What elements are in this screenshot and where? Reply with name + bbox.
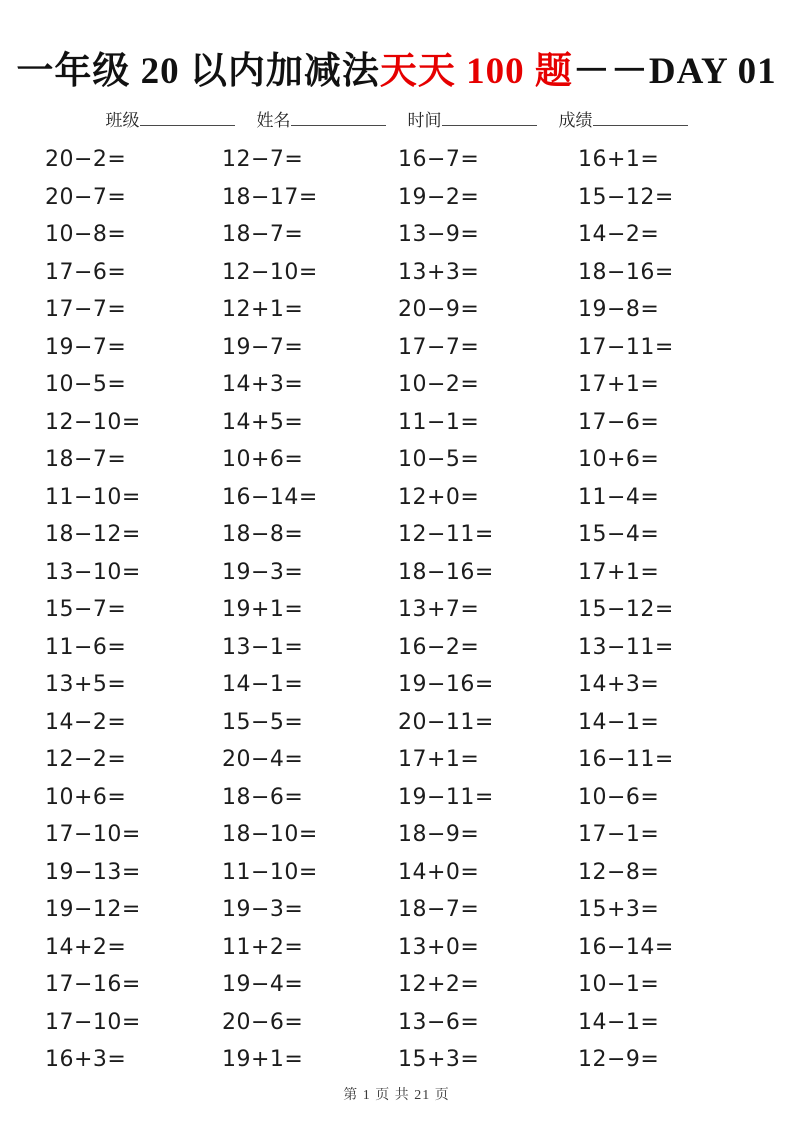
problem: 13−9= [398, 222, 480, 248]
field-class-label: 班级 [105, 111, 140, 131]
problem: 12−11= [398, 522, 494, 548]
problem: 18−17= [222, 184, 318, 210]
problem: 14+2= [45, 934, 127, 960]
problem: 12+0= [398, 484, 480, 510]
problem: 20−9= [398, 297, 480, 323]
problem: 13−11= [578, 634, 674, 660]
field-name-blank [291, 110, 386, 126]
problem: 10−5= [45, 372, 127, 398]
problem: 18−9= [398, 822, 480, 848]
problem: 18−16= [578, 259, 674, 285]
problem: 13+3= [398, 259, 480, 285]
problem: 14−1= [578, 1009, 660, 1035]
page-footer: 第 1 页 共 21 页 [343, 1088, 450, 1103]
problem: 19−7= [45, 334, 127, 360]
problem: 19−12= [45, 897, 141, 923]
problem: 12−10= [45, 409, 141, 435]
problem: 14+0= [398, 859, 480, 885]
problem: 20−7= [45, 184, 127, 210]
problem: 18−16= [398, 559, 494, 585]
problem: 12−8= [578, 859, 660, 885]
problem: 10−1= [578, 972, 660, 998]
problem: 19+1= [222, 1047, 304, 1073]
header-fields [0, 106, 793, 131]
problem: 15−12= [578, 597, 674, 623]
problem: 19−16= [398, 672, 494, 698]
problem: 13−1= [222, 634, 304, 660]
field-time-blank [442, 110, 537, 126]
problem: 19+1= [222, 597, 304, 623]
problem: 20−6= [222, 1009, 304, 1035]
problem: 15−5= [222, 709, 304, 735]
problem: 10−8= [45, 222, 127, 248]
problem: 11−10= [45, 484, 141, 510]
problem: 19−7= [222, 334, 304, 360]
problem: 12−2= [45, 747, 127, 773]
problem: 11−1= [398, 409, 480, 435]
problem: 17−1= [578, 822, 660, 848]
problem: 14+5= [222, 409, 304, 435]
problem: 11−4= [578, 484, 660, 510]
title-grade-part: 一年级 20 以内加减法 [16, 51, 380, 92]
problem: 13−6= [398, 1009, 480, 1035]
problem: 17−6= [45, 259, 127, 285]
problem: 16−14= [578, 934, 674, 960]
problem: 15−12= [578, 184, 674, 210]
problem: 10−5= [398, 447, 480, 473]
problem: 18−7= [45, 447, 127, 473]
problem: 18−10= [222, 822, 318, 848]
problem: 16−14= [222, 484, 318, 510]
field-time [408, 106, 537, 131]
problem: 12+2= [398, 972, 480, 998]
field-class-blank [140, 110, 235, 126]
problem: 13−10= [45, 559, 141, 585]
problem: 17+1= [398, 747, 480, 773]
problem: 10+6= [578, 447, 660, 473]
problem: 10+6= [45, 784, 127, 810]
field-score-label: 成绩 [558, 111, 593, 131]
problem: 11−10= [222, 859, 318, 885]
problem: 10+6= [222, 447, 304, 473]
problem: 14−1= [222, 672, 304, 698]
problem: 17+1= [578, 559, 660, 585]
field-time-label: 时间 [407, 111, 442, 131]
problem: 16−7= [398, 147, 480, 173]
problem: 20−2= [45, 147, 127, 173]
problem: 17−6= [578, 409, 660, 435]
problem: 18−6= [222, 784, 304, 810]
problem: 17+1= [578, 372, 660, 398]
field-score-blank [593, 110, 688, 126]
problem: 10−2= [398, 372, 480, 398]
problem: 14−2= [45, 709, 127, 735]
problems-grid [0, 141, 793, 1079]
problem: 16−2= [398, 634, 480, 660]
field-name-label: 姓名 [256, 111, 291, 131]
problem: 13+7= [398, 597, 480, 623]
title-highlight: 天天 100 题 [379, 51, 573, 92]
problem: 10−6= [578, 784, 660, 810]
problem: 17−7= [398, 334, 480, 360]
field-class [106, 106, 235, 131]
problem: 19−4= [222, 972, 304, 998]
problem: 17−10= [45, 822, 141, 848]
problem: 12+1= [222, 297, 304, 323]
problem: 19−2= [398, 184, 480, 210]
problem: 15−4= [578, 522, 660, 548]
problem: 15+3= [578, 897, 660, 923]
problem: 16−11= [578, 747, 674, 773]
problem: 11−6= [45, 634, 127, 660]
field-name [257, 106, 386, 131]
problem: 12−10= [222, 259, 318, 285]
problem: 18−7= [398, 897, 480, 923]
page-title [0, 0, 793, 94]
problem: 14+3= [222, 372, 304, 398]
problem: 17−7= [45, 297, 127, 323]
problem: 17−10= [45, 1009, 141, 1035]
problem: 11+2= [222, 934, 304, 960]
problem: 13+0= [398, 934, 480, 960]
problem: 19−3= [222, 559, 304, 585]
problem: 19−13= [45, 859, 141, 885]
problem: 19−11= [398, 784, 494, 810]
problem: 17−11= [578, 334, 674, 360]
problem: 14+3= [578, 672, 660, 698]
problem: 14−1= [578, 709, 660, 735]
problem: 15+3= [398, 1047, 480, 1073]
problem: 16+3= [45, 1047, 127, 1073]
problem: 19−8= [578, 297, 660, 323]
problem: 12−9= [578, 1047, 660, 1073]
problem: 18−8= [222, 522, 304, 548]
problem: 16+1= [578, 147, 660, 173]
problem: 19−3= [222, 897, 304, 923]
field-score [559, 106, 688, 131]
problem: 20−4= [222, 747, 304, 773]
problem: 13+5= [45, 672, 127, 698]
problem: 18−7= [222, 222, 304, 248]
problem: 12−7= [222, 147, 304, 173]
title-day-part: －－DAY 01 [572, 51, 777, 92]
problem: 20−11= [398, 709, 494, 735]
problem: 14−2= [578, 222, 660, 248]
problem: 17−16= [45, 972, 141, 998]
problem: 15−7= [45, 597, 127, 623]
problem: 18−12= [45, 522, 141, 548]
